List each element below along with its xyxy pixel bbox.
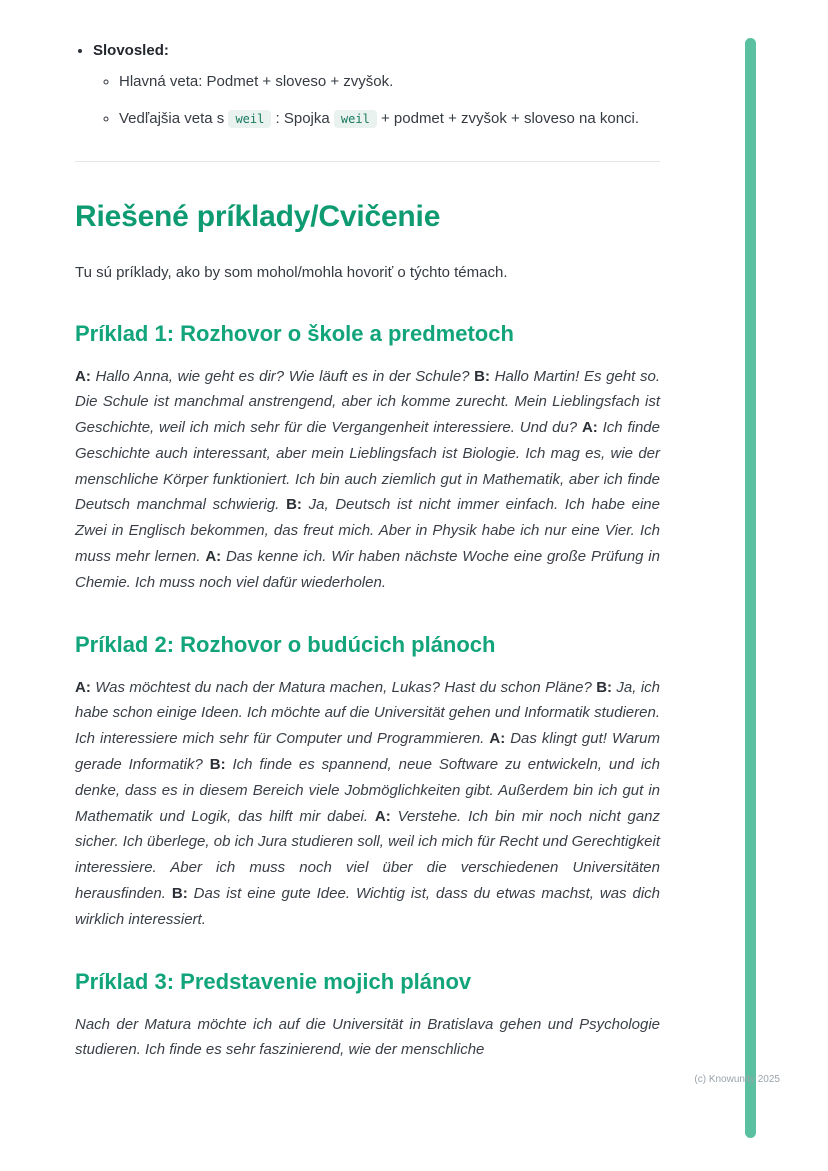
dialog-text: Ja, Deutsch ist nicht immer einfach. Ich habe eine Zwei in Englisch bekommen, das freut mich. Aber in Physik habe ich nur eine Vier. Ich muss mehr lernen. xyxy=(75,496,660,566)
intro-paragraph: Tu sú príklady, ako by som mohol/mohla hovoriť o týchto témach. xyxy=(75,264,508,281)
dialog-text: Hallo Anna, wie geht es dir? Wie läuft es in der Schule? xyxy=(95,367,470,385)
dialog-text: Verstehe. Ich bin mir noch nicht ganz sicher. Ich überlege, ob ich Jura studieren soll, weil ich mich für Recht und Gerechtigkeit interessiere. Aber ich muss noch viel über die verschiedenen Universitäten herausfinden. xyxy=(75,807,661,903)
speaker-label: A: xyxy=(581,419,598,437)
subordinate-clause-post: + podmet + zvyšok + sloveso na konci. xyxy=(380,110,640,127)
dialog-text: Das ist eine gute Idee. Wichtig ist, dass du etwas machst, was dich wirklich interessiert. xyxy=(75,885,661,928)
watermark: (c) Knowunity 2025 xyxy=(694,1074,780,1085)
section-title: Riešené príklady/Cvičenie xyxy=(75,200,441,233)
dialog-text: Ja, ich habe schon einige Ideen. Ich möchte auf die Universität gehen und Informatik studieren. Ich interessiere mich sehr für Computer und Programmieren. xyxy=(75,678,660,748)
list-item-main-clause xyxy=(119,70,660,94)
list-item-title: Slovosled: xyxy=(93,42,169,59)
subordinate-clause-pre: Vedľajšia veta s xyxy=(119,110,225,127)
dialog-text: Was möchtest du nach der Matura machen, Lukas? Hast du schon Pläne? xyxy=(95,678,592,696)
example-2-dialog xyxy=(75,675,660,933)
speaker-label: A: xyxy=(75,367,91,385)
example-1-dialog xyxy=(75,364,660,596)
dialog-segment xyxy=(75,1016,660,1059)
speaker-label: B: xyxy=(171,885,188,903)
dialog-segment xyxy=(75,679,592,696)
dialog-text: Hallo Martin! Es geht so. Die Schule ist manchmal anstrengend, aber ich komme zurecht. Mein Lieblingsfach ist Geschichte, weil ich mich sehr für die Vergangenheit interessiere. Und du? xyxy=(75,367,661,437)
list-item-subordinate-clause xyxy=(119,107,660,131)
dialog-text: Ich finde es spannend, neue Software zu entwickeln, und ich denke, dass es in diesem Bereich viele Jobmöglichkeiten gibt. Außerdem bin ich gut in Mathematik und Logik, das hilft mir dabei. xyxy=(75,756,660,825)
speaker-label: A: xyxy=(205,548,222,566)
speaker-label: B: xyxy=(596,678,613,696)
dialog-text: Ich finde Geschichte auch interessant, aber mein Lieblingsfach ist Biologie. Ich mag es, wie der menschliche Körper funktioniert. Ich bin auch ziemlich gut in Mathematik, aber ich finde Deutsch manchmal schwierig. xyxy=(75,419,660,514)
main-clause-text: Hlavná veta: Podmet + sloveso + zvyšok. xyxy=(119,73,394,90)
page-accent-bar xyxy=(745,38,756,1138)
inline-code-weil: weil xyxy=(334,110,377,128)
dialog-segment xyxy=(75,368,470,385)
speaker-label: B: xyxy=(474,367,490,385)
speaker-label: A: xyxy=(489,730,506,748)
subordinate-clause-mid: : Spojka xyxy=(275,110,330,127)
dialog-text: Das klingt gut! Warum gerade Informatik? xyxy=(75,730,661,774)
word-order-list xyxy=(75,42,660,131)
inline-code-weil: weil xyxy=(228,110,271,128)
speaker-label: B: xyxy=(209,756,226,774)
speaker-label: B: xyxy=(286,496,302,514)
example-2-heading: Príklad 2: Rozhovor o budúcich plánoch xyxy=(75,631,496,657)
example-3-paragraph xyxy=(75,1012,660,1064)
section-divider xyxy=(75,161,660,162)
word-order-sublist xyxy=(93,70,660,131)
document-page xyxy=(75,0,660,1063)
dialog-text: Nach der Matura möchte ich auf die Universität in Bratislava gehen und Psychologie studieren. Ich finde es sehr faszinierend, wie der menschliche xyxy=(75,1015,660,1059)
speaker-label: A: xyxy=(75,678,91,696)
dialog-text: Das kenne ich. Wir haben nächste Woche eine große Prüfung in Chemie. Ich muss noch viel dafür wiederholen. xyxy=(75,548,660,591)
list-item-slovosled xyxy=(93,42,660,131)
example-3-heading: Príklad 3: Predstavenie mojich plánov xyxy=(75,968,472,994)
example-1-heading: Príklad 1: Rozhovor o škole a predmetoch xyxy=(75,320,514,346)
speaker-label: A: xyxy=(374,807,391,825)
